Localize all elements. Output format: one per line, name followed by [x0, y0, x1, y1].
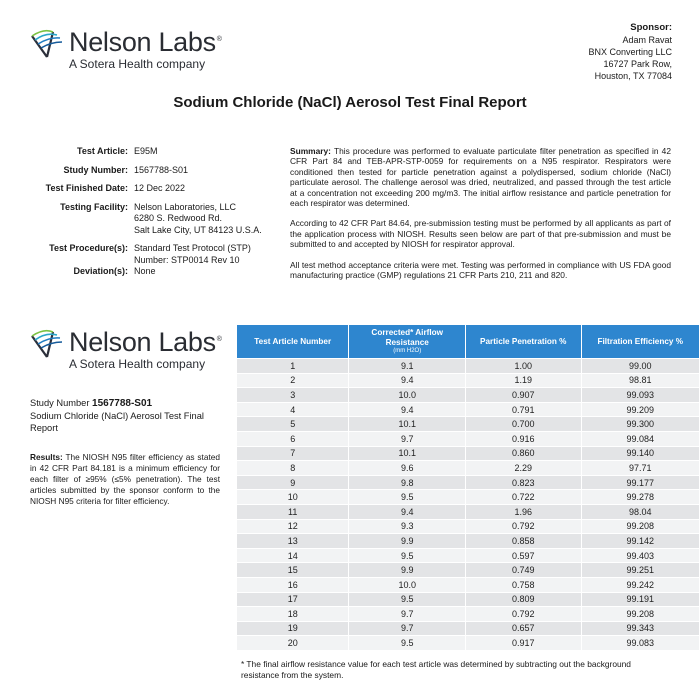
table-row	[237, 607, 700, 622]
cell-filtration-efficiency: 99.083	[581, 636, 700, 651]
sponsor-line: Adam Ravat	[622, 35, 672, 45]
footnote: * The final airflow resistance value for each test article was determined by subtracting out the background resistance from the system.	[241, 659, 631, 680]
cell-particle-penetration: 0.758	[465, 577, 581, 592]
cell-filtration-efficiency: 99.242	[581, 577, 700, 592]
table-row	[237, 636, 700, 651]
cell-filtration-efficiency: 99.278	[581, 490, 700, 505]
col-header-test-article: Test Article Number	[237, 325, 349, 359]
cell-airflow-resistance: 9.7	[349, 621, 466, 636]
cell-filtration-efficiency: 99.251	[581, 563, 700, 578]
cell-test-article-number: 20	[237, 636, 349, 651]
cell-particle-penetration: 0.917	[465, 636, 581, 651]
cell-filtration-efficiency: 99.208	[581, 607, 700, 622]
table-row	[237, 592, 700, 607]
cell-test-article-number: 4	[237, 402, 349, 417]
logo-wordmark: Nelson Labs®	[69, 327, 222, 357]
test-article-label: Test Article:	[76, 146, 128, 156]
cell-test-article-number: 16	[237, 577, 349, 592]
sponsor-heading: Sponsor:	[630, 22, 672, 33]
cell-airflow-resistance: 9.4	[349, 402, 466, 417]
sponsor-line: 16727 Park Row,	[603, 59, 672, 69]
table-row	[237, 621, 700, 636]
cell-airflow-resistance: 9.7	[349, 431, 466, 446]
cell-airflow-resistance: 9.8	[349, 475, 466, 490]
test-finished-row	[30, 183, 292, 195]
logo-wordmark: Nelson Labs®	[69, 27, 222, 57]
cell-particle-penetration: 0.823	[465, 475, 581, 490]
cell-particle-penetration: 0.792	[465, 607, 581, 622]
logo-tagline: A Sotera Health company	[69, 57, 206, 71]
cell-airflow-resistance: 9.1	[349, 359, 466, 374]
table-row	[237, 417, 700, 432]
cell-test-article-number: 9	[237, 475, 349, 490]
table-row	[237, 519, 700, 534]
deviations-value: None	[134, 266, 156, 276]
cell-test-article-number: 12	[237, 519, 349, 534]
cell-particle-penetration: 0.722	[465, 490, 581, 505]
table-row	[237, 402, 700, 417]
test-finished-label: Test Finished Date:	[45, 183, 128, 193]
cell-test-article-number: 17	[237, 592, 349, 607]
summary-paragraph: According to 42 CFR Part 84.64, pre-submission testing must be performed by all applicants as part of the application process with NIOSH. Results seen below are part of that pre-submission and must be submitted to and accepted by NIOSH for respirator approval.	[290, 218, 671, 250]
nelson-labs-logo-icon	[30, 26, 66, 60]
test-info	[30, 146, 292, 285]
test-procedure-label: Test Procedure(s):	[49, 243, 128, 253]
col-header-particle-penetration: Particle Penetration %	[465, 325, 581, 359]
cell-particle-penetration: 0.809	[465, 592, 581, 607]
report-title: Sodium Chloride (NaCl) Aerosol Test Final Report	[173, 94, 527, 111]
cell-airflow-resistance: 9.7	[349, 607, 466, 622]
cell-particle-penetration: 0.597	[465, 548, 581, 563]
cell-particle-penetration: 0.858	[465, 534, 581, 549]
cell-filtration-efficiency: 99.00	[581, 359, 700, 374]
cell-particle-penetration: 1.19	[465, 373, 581, 388]
cell-airflow-resistance: 9.5	[349, 636, 466, 651]
cell-airflow-resistance: 9.5	[349, 592, 466, 607]
test-article-row	[30, 146, 292, 158]
sponsor-line: BNX Converting LLC	[588, 47, 672, 57]
cell-airflow-resistance: 9.4	[349, 504, 466, 519]
cell-particle-penetration: 0.657	[465, 621, 581, 636]
cell-test-article-number: 19	[237, 621, 349, 636]
cell-airflow-resistance: 9.5	[349, 490, 466, 505]
summary-paragraph: All test method acceptance criteria were met. Testing was performed in compliance with US FDA good manufacturing practice (GMP) regulations 21 CFR Parts 210, 211 and 820.	[290, 259, 671, 281]
table-row	[237, 490, 700, 505]
cell-test-article-number: 10	[237, 490, 349, 505]
nelson-labs-logo	[30, 26, 222, 71]
cell-filtration-efficiency: 99.084	[581, 431, 700, 446]
cell-particle-penetration: 0.907	[465, 388, 581, 403]
study-block	[30, 397, 218, 434]
table-row	[237, 461, 700, 476]
cell-filtration-efficiency: 99.142	[581, 534, 700, 549]
cell-airflow-resistance: 9.6	[349, 461, 466, 476]
cell-filtration-efficiency: 99.191	[581, 592, 700, 607]
cell-test-article-number: 13	[237, 534, 349, 549]
test-finished-value: 12 Dec 2022	[134, 183, 186, 193]
cell-filtration-efficiency: 97.71	[581, 461, 700, 476]
cell-test-article-number: 5	[237, 417, 349, 432]
cell-particle-penetration: 0.749	[465, 563, 581, 578]
cell-airflow-resistance: 9.9	[349, 534, 466, 549]
cell-test-article-number: 6	[237, 431, 349, 446]
col-header-airflow-resistance: Corrected* Airflow Resistance (mm H2O)	[349, 325, 466, 359]
cell-particle-penetration: 1.96	[465, 504, 581, 519]
cell-filtration-efficiency: 99.093	[581, 388, 700, 403]
cell-particle-penetration: 0.792	[465, 519, 581, 534]
cell-particle-penetration: 1.00	[465, 359, 581, 374]
table-row	[237, 388, 700, 403]
cell-particle-penetration: 0.700	[465, 417, 581, 432]
summary-block	[290, 146, 671, 290]
table-row	[237, 548, 700, 563]
table-row	[237, 431, 700, 446]
testing-facility-label: Testing Facility:	[60, 201, 128, 212]
cell-particle-penetration: 0.916	[465, 431, 581, 446]
table-row	[237, 534, 700, 549]
cell-filtration-efficiency: 99.177	[581, 475, 700, 490]
cell-test-article-number: 18	[237, 607, 349, 622]
cell-airflow-resistance: 10.1	[349, 446, 466, 461]
results-table	[236, 324, 700, 651]
deviations-label: Deviation(s):	[73, 266, 128, 276]
study-number-heading: Study Number 1567788-S01	[30, 398, 153, 409]
cell-airflow-resistance: 10.1	[349, 417, 466, 432]
cell-particle-penetration: 0.860	[465, 446, 581, 461]
cell-airflow-resistance: 9.4	[349, 373, 466, 388]
test-procedure-value: Standard Test Protocol (STP) Number: STP0014 Rev 10	[134, 243, 251, 265]
results-label: Results:	[30, 452, 63, 462]
test-procedure-row	[30, 243, 292, 266]
logo-tagline: A Sotera Health company	[69, 357, 206, 371]
nelson-labs-logo-secondary	[30, 326, 222, 371]
cell-test-article-number: 14	[237, 548, 349, 563]
nelson-labs-logo-icon	[30, 326, 66, 360]
study-number-row	[30, 165, 292, 177]
table-row	[237, 446, 700, 461]
table-row	[237, 475, 700, 490]
cell-filtration-efficiency: 99.209	[581, 402, 700, 417]
cell-test-article-number: 3	[237, 388, 349, 403]
sponsor-line: Houston, TX 77084	[594, 71, 672, 81]
cell-airflow-resistance: 10.0	[349, 388, 466, 403]
study-title: Sodium Chloride (NaCl) Aerosol Test Final Report	[30, 411, 204, 433]
cell-airflow-resistance: 9.9	[349, 563, 466, 578]
table-header-row	[237, 325, 700, 359]
cell-airflow-resistance: 10.0	[349, 577, 466, 592]
cell-particle-penetration: 0.791	[465, 402, 581, 417]
cell-test-article-number: 15	[237, 563, 349, 578]
cell-filtration-efficiency: 99.403	[581, 548, 700, 563]
cell-filtration-efficiency: 99.140	[581, 446, 700, 461]
cell-filtration-efficiency: 99.343	[581, 621, 700, 636]
col-header-filtration-efficiency: Filtration Efficiency %	[581, 325, 700, 359]
cell-filtration-efficiency: 98.81	[581, 373, 700, 388]
table-row	[237, 577, 700, 592]
results-text: The NIOSH N95 filter efficiency as stated in 42 CFR Part 84.181 is a minimum efficiency for each filter of ≥95% (≤5% penetration). The test articles submitted by the sponsor conform to the NIOSH N95 criteria for filter efficiency.	[30, 452, 220, 506]
study-number-label: Study Number:	[63, 164, 128, 175]
cell-test-article-number: 11	[237, 504, 349, 519]
test-article-value: E95M	[134, 146, 158, 156]
cell-filtration-efficiency: 99.300	[581, 417, 700, 432]
cell-test-article-number: 8	[237, 461, 349, 476]
cell-test-article-number: 1	[237, 359, 349, 374]
cell-filtration-efficiency: 98.04	[581, 504, 700, 519]
summary-paragraph: Summary: This procedure was performed to evaluate particulate filter penetration as specified in 42 CFR Part 84 and TEB-APR-STP-0059 for requirements on a N95 respirator. Respirators were conditioned then tested for particle penetration against a polydispersed, sodium chloride (NaCl) particulate aerosol. The challenge aerosol was dried, neutralized, and passed through the test article at a concentration not exceeding 200 mg/m3. The initial airflow resistance and particle penetration for each respirator was determined.	[290, 146, 671, 209]
testing-facility-value: Nelson Laboratories, LLC 6280 S. Redwood Rd. Salt Lake City, UT 84123 U.S.A.	[134, 201, 262, 235]
cell-particle-penetration: 2.29	[465, 461, 581, 476]
cell-test-article-number: 7	[237, 446, 349, 461]
results-block	[30, 452, 220, 507]
study-number-value: 1567788-S01	[134, 164, 189, 175]
deviations-row	[30, 266, 292, 278]
cell-airflow-resistance: 9.5	[349, 548, 466, 563]
table-row	[237, 504, 700, 519]
cell-test-article-number: 2	[237, 373, 349, 388]
sponsor-block	[588, 22, 672, 82]
table-row	[237, 359, 700, 374]
testing-facility-row	[30, 202, 292, 237]
cell-filtration-efficiency: 99.208	[581, 519, 700, 534]
table-row	[237, 563, 700, 578]
table-row	[237, 373, 700, 388]
cell-airflow-resistance: 9.3	[349, 519, 466, 534]
